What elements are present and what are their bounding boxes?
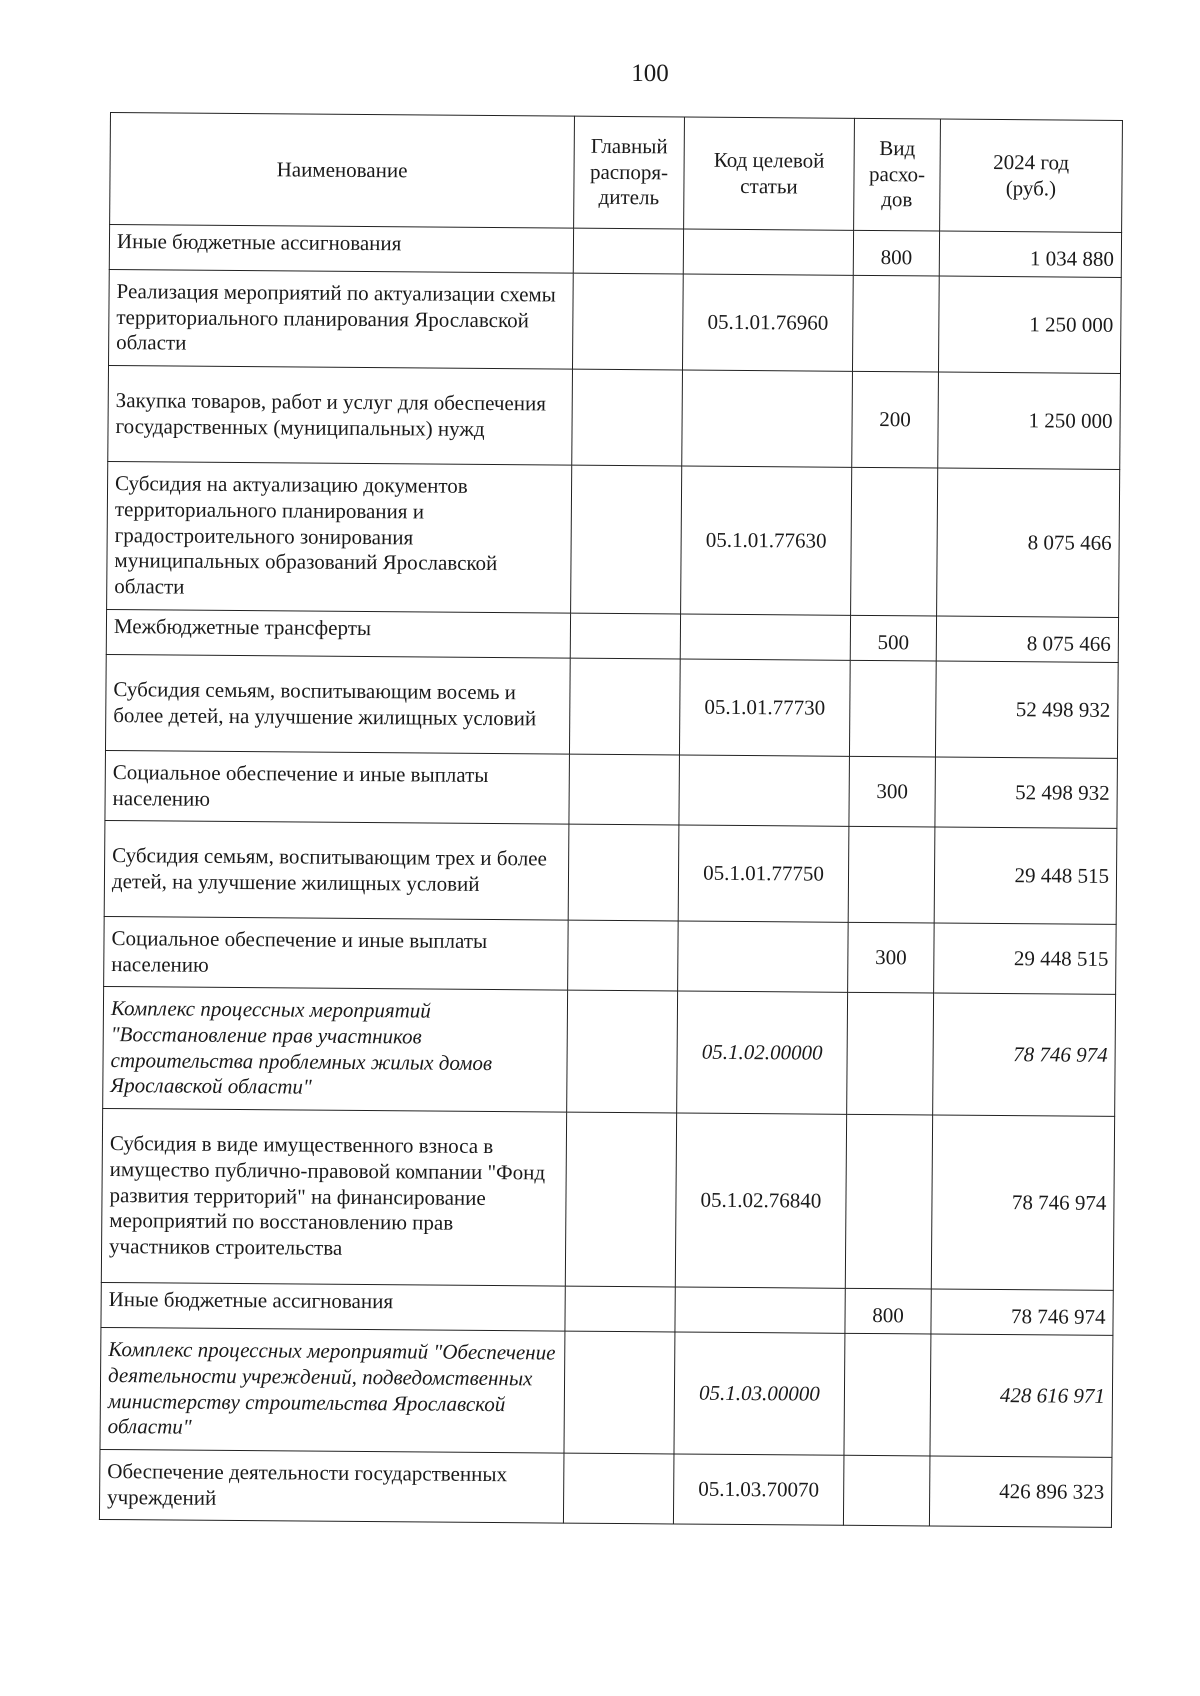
table-row (105, 750, 1118, 828)
cell-type: 800 (845, 1288, 931, 1334)
cell-admin (572, 369, 683, 466)
cell-admin (565, 1286, 675, 1332)
header-row (110, 113, 1123, 233)
cell-amount: 78 746 974 (933, 993, 1116, 1116)
cell-name: Социальное обеспечение и иные выплаты населению (105, 750, 570, 824)
cell-code: 05.1.01.77730 (679, 659, 850, 756)
cell-amount: 78 746 974 (931, 1115, 1114, 1290)
cell-amount: 78 746 974 (931, 1289, 1113, 1335)
cell-type: 500 (850, 615, 936, 661)
cell-amount: 1 034 880 (939, 231, 1121, 277)
cell-name: Закупка товаров, работ и услуг для обеспечения государственных (муниципальных) нужд (108, 365, 573, 465)
table-row (103, 986, 1116, 1116)
table-row (109, 269, 1122, 373)
cell-name: Иные бюджетные ассигнования (109, 225, 573, 274)
cell-name: Комплекс процессных мероприятий "Восстановление прав участников строительства проблемных жилых домов Ярославской области" (103, 986, 568, 1112)
table-row (100, 1327, 1113, 1457)
cell-name: Субсидия в виде имущественного взноса в имущество публично-правовой компании "Фонд развития территорий" на финансирование мероприятий по восстановлению прав участников строительства (101, 1108, 566, 1286)
cell-name: Социальное обеспечение и иные выплаты населению (104, 916, 569, 990)
cell-code: 05.1.03.70070 (673, 1454, 844, 1525)
table-row (104, 916, 1117, 994)
cell-name: Реализация мероприятий по актуализации схемы территориального планирования Ярославской области (109, 269, 574, 369)
cell-type (848, 826, 935, 923)
cell-admin (571, 465, 682, 614)
cell-type (852, 275, 939, 372)
cell-admin (568, 920, 679, 991)
cell-code: 05.1.02.00000 (677, 991, 848, 1114)
cell-admin (567, 990, 678, 1113)
cell-amount: 428 616 971 (930, 1334, 1113, 1457)
header-type-text: Вид расхо-дов (868, 136, 926, 212)
table-row (108, 365, 1121, 469)
cell-type (844, 1333, 931, 1456)
table-row (106, 609, 1118, 662)
cell-admin (573, 228, 683, 274)
page-number: 100 (631, 60, 669, 87)
budget-table (99, 112, 1123, 1528)
cell-admin (563, 1453, 674, 1524)
cell-amount: 52 498 932 (935, 757, 1118, 828)
cell-code: 05.1.01.76960 (682, 274, 853, 371)
table-row (101, 1282, 1113, 1335)
cell-admin (569, 754, 680, 825)
cell-code (683, 229, 853, 275)
cell-type (849, 660, 936, 757)
table-row (109, 225, 1121, 278)
cell-amount: 29 448 515 (934, 827, 1117, 924)
cell-type: 300 (849, 756, 936, 827)
cell-amount: 426 896 323 (929, 1456, 1112, 1527)
cell-amount: 1 250 000 (938, 372, 1121, 469)
cell-code (679, 755, 850, 826)
cell-type (845, 1114, 932, 1289)
table-row (101, 1108, 1114, 1290)
header-name: Наименование (110, 113, 575, 229)
cell-name: Комплекс процессных мероприятий "Обеспечение деятельности учреждений, подведомственных министерству строительства Ярославской области" (100, 1327, 565, 1453)
cell-type (851, 467, 938, 616)
cell-code: 05.1.03.00000 (674, 1332, 845, 1455)
cell-code: 05.1.01.77630 (681, 466, 852, 615)
cell-admin (570, 613, 680, 659)
cell-name: Субсидия на актуализацию документов территориального планирования и градостроительного зонирования муниципальных образований Ярославской области (107, 461, 572, 613)
cell-amount: 29 448 515 (934, 923, 1117, 994)
header-amount-text: 2024 год (руб.) (993, 149, 1070, 200)
cell-admin (565, 1112, 676, 1287)
table-row (104, 820, 1117, 924)
cell-type (843, 1455, 930, 1526)
cell-amount: 1 250 000 (938, 276, 1121, 373)
cell-name: Иные бюджетные ассигнования (101, 1282, 565, 1331)
cell-code: 05.1.02.76840 (675, 1113, 846, 1288)
cell-admin (564, 1331, 675, 1454)
header-type (854, 118, 941, 231)
header-amount (940, 119, 1123, 232)
cell-code (675, 1287, 845, 1333)
table-row (105, 654, 1118, 758)
cell-type: 300 (848, 922, 935, 993)
cell-code (680, 614, 850, 660)
cell-name: Субсидия семьям, воспитывающим восемь и более детей, на улучшение жилищных условий (105, 654, 570, 754)
table-body (99, 225, 1121, 1528)
table-header (110, 113, 1123, 233)
cell-type (847, 992, 934, 1115)
cell-amount: 8 075 466 (937, 468, 1120, 617)
cell-admin (569, 658, 680, 755)
cell-name: Межбюджетные трансферты (106, 609, 570, 658)
cell-name: Субсидия семьям, воспитывающим трех и более детей, на улучшение жилищных условий (104, 820, 569, 920)
header-code (684, 117, 855, 230)
table-row (99, 1449, 1112, 1527)
cell-amount: 8 075 466 (936, 616, 1118, 662)
cell-type: 800 (853, 230, 939, 276)
cell-amount: 52 498 932 (935, 661, 1118, 758)
header-admin-text: Главный распоря-дитель (589, 133, 669, 210)
cell-type: 200 (852, 371, 939, 468)
cell-code (678, 921, 849, 992)
cell-code (682, 370, 853, 467)
header-code-text: Код целевой статьи (713, 147, 825, 198)
cell-code: 05.1.01.77750 (678, 825, 849, 922)
header-admin (574, 116, 685, 229)
cell-admin (572, 273, 683, 370)
cell-admin (568, 824, 679, 921)
table-row (107, 461, 1120, 617)
cell-name: Обеспечение деятельности государственных учреждений (99, 1449, 564, 1523)
